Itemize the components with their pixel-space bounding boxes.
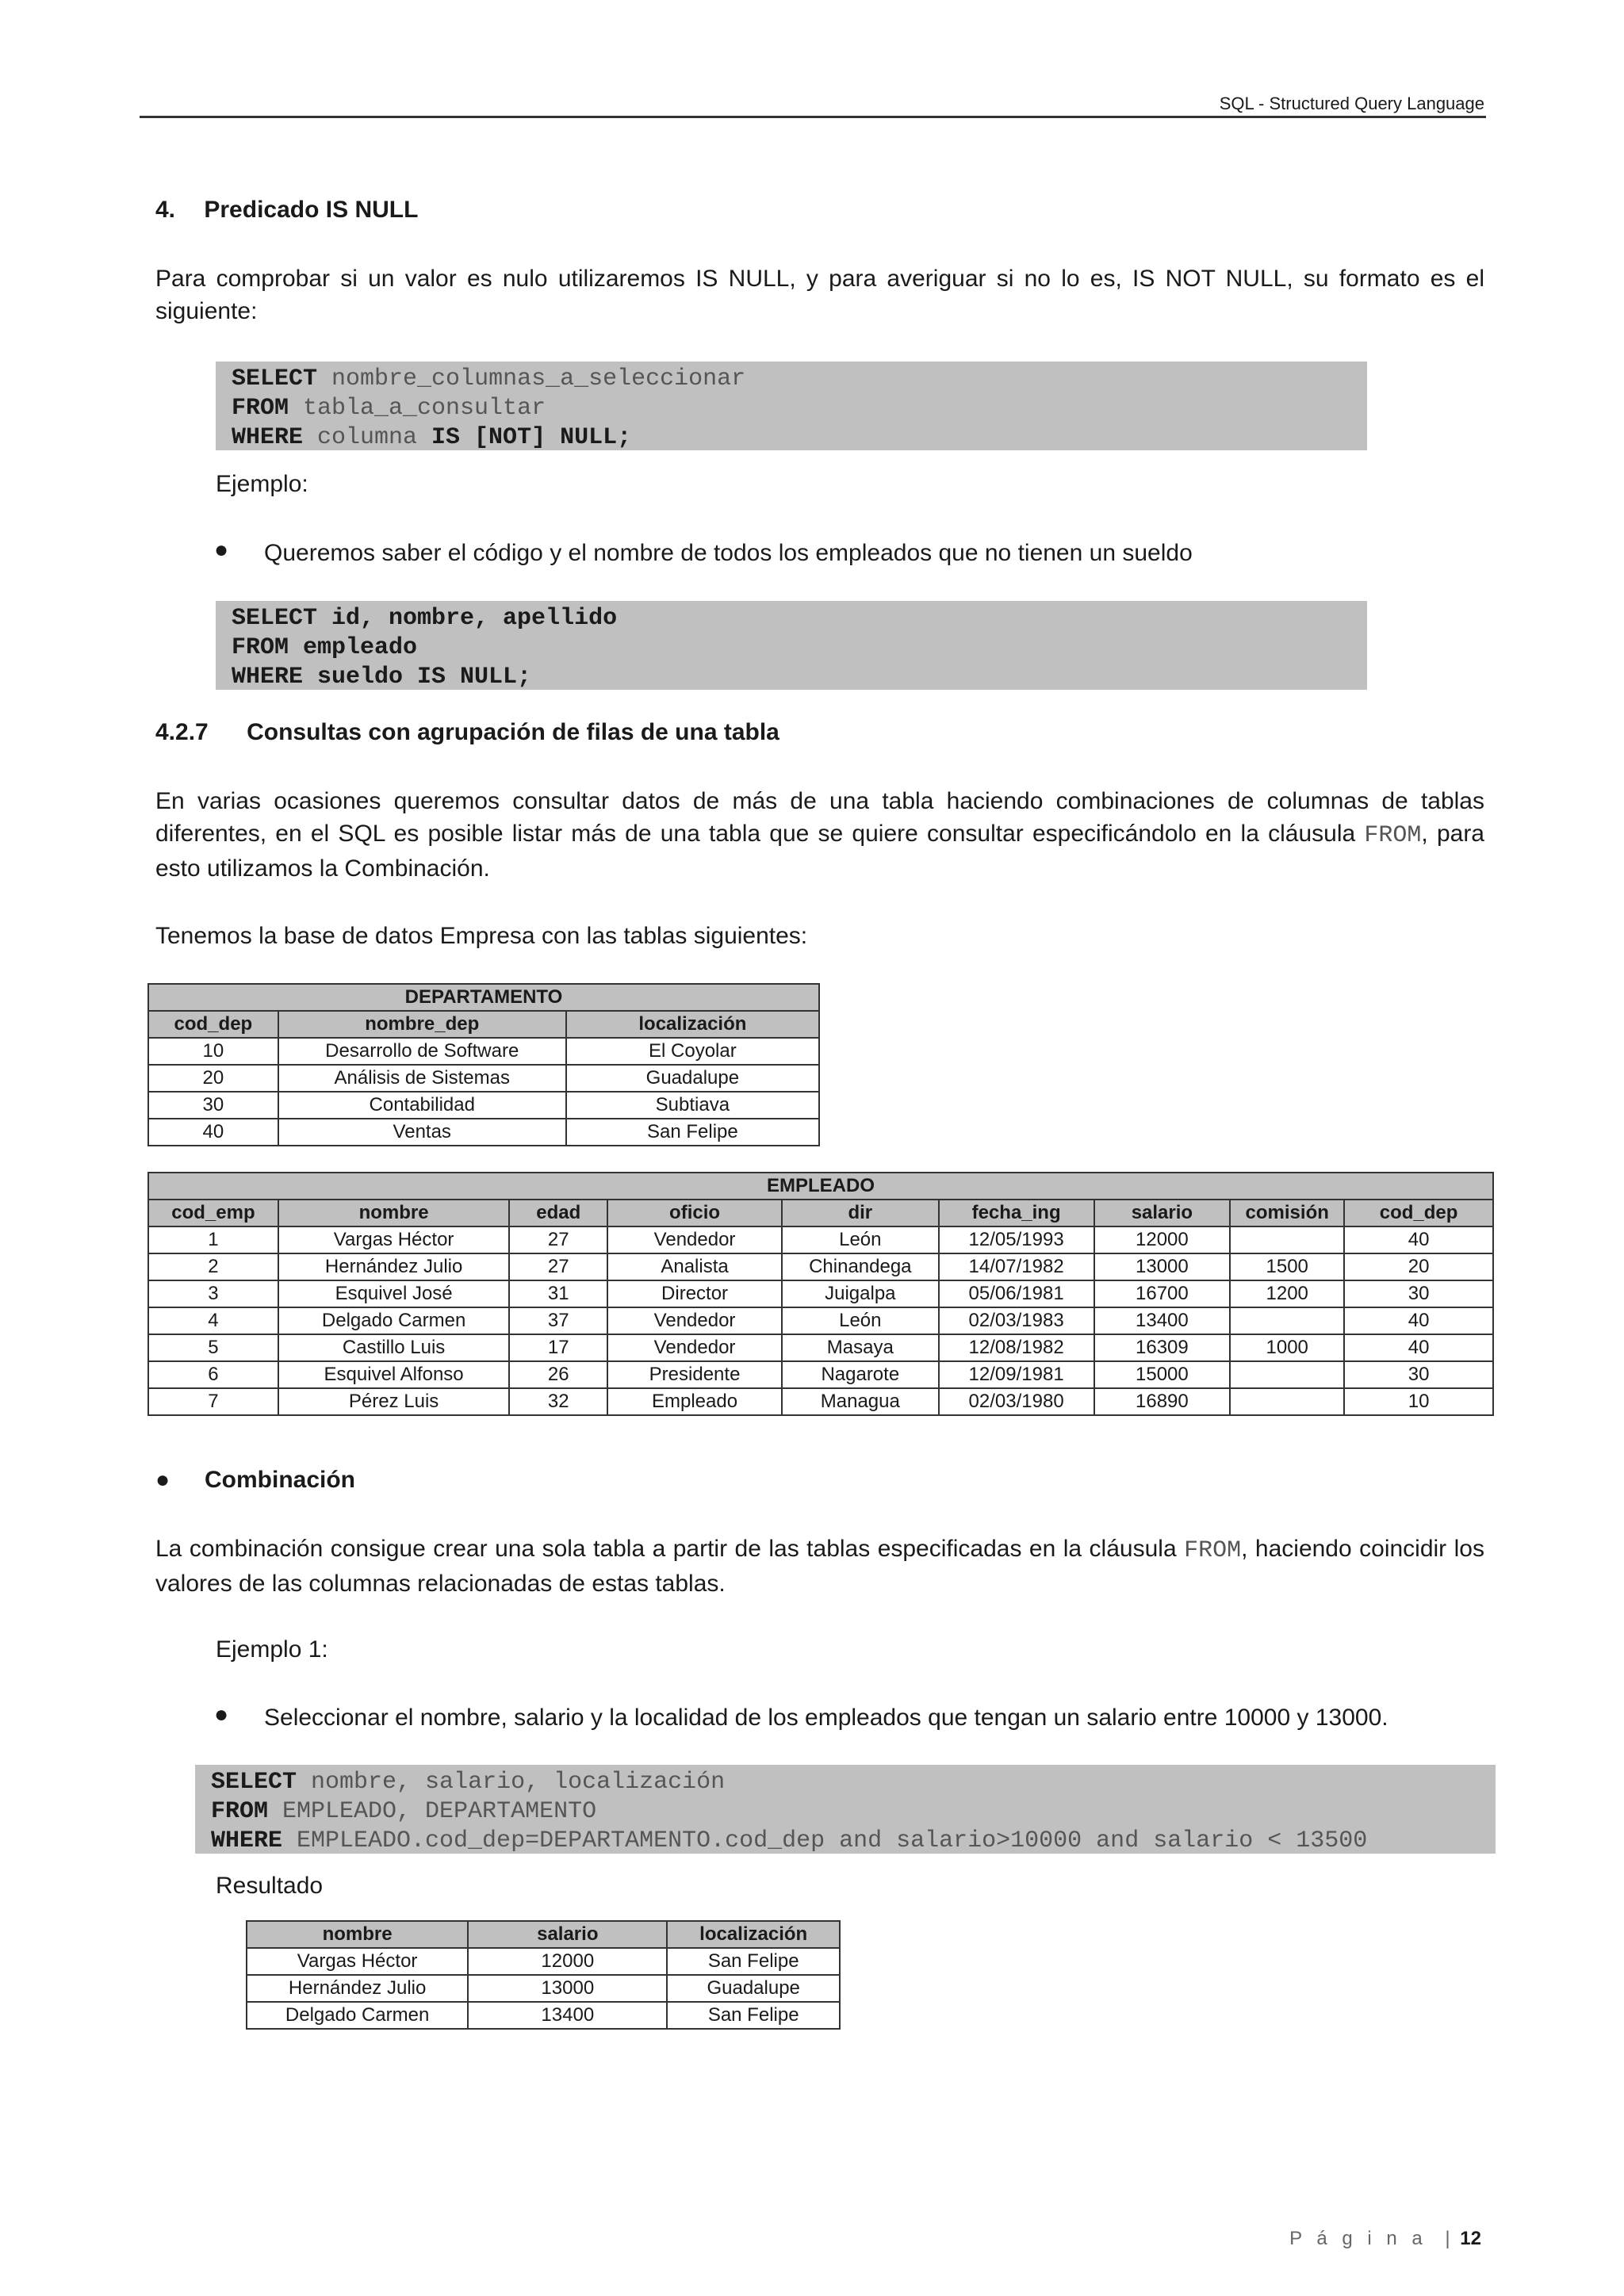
table-cell: Hernández Julio xyxy=(278,1253,510,1280)
table-cell: 20 xyxy=(148,1065,278,1092)
code-keyword: FROM xyxy=(232,395,289,422)
code-keyword: SELECT xyxy=(211,1769,297,1796)
code-text: EMPLEADO, DEPARTAMENTO xyxy=(268,1798,597,1825)
column-header: cod_emp xyxy=(148,1200,278,1226)
table-cell: 17 xyxy=(509,1334,607,1361)
section-4-heading xyxy=(155,197,418,224)
table-cell: Juigalpa xyxy=(782,1280,939,1307)
column-header: nombre_dep xyxy=(278,1011,566,1038)
code-keyword: FROM xyxy=(211,1798,269,1825)
table-cell: 27 xyxy=(509,1226,607,1253)
column-header: cod_dep xyxy=(1344,1200,1493,1226)
table-cell: 3 xyxy=(148,1280,278,1307)
column-header: salario xyxy=(468,1921,667,1948)
table-cell: 37 xyxy=(509,1307,607,1334)
table-cell: Hernández Julio xyxy=(247,1975,468,2002)
column-header: cod_dep xyxy=(148,1011,278,1038)
table-cell: 27 xyxy=(509,1253,607,1280)
departamento-table xyxy=(147,983,820,1146)
combinacion-bullet: Seleccionar el nombre, salario y la localidad de los empleados que tengan un salario entre 10000 y 13000. xyxy=(264,1705,1388,1731)
table-cell: Chinandega xyxy=(782,1253,939,1280)
table-cell: 10 xyxy=(148,1038,278,1065)
table-cell: 12000 xyxy=(468,1948,667,1975)
table-cell: 13000 xyxy=(1094,1253,1231,1280)
column-header: localización xyxy=(667,1921,840,1948)
table-row xyxy=(148,1092,819,1119)
code-text: EMPLEADO.cod_dep=DEPARTAMENTO.cod_dep and salario>10000 and salario < 13500 xyxy=(282,1827,1368,1854)
section-4-intro: Para comprobar si un valor es nulo utilizaremos IS NULL, y para averiguar si no lo es, IS NOT NULL, su formato es el siguiente: xyxy=(155,266,1484,324)
table-row xyxy=(148,1307,1493,1334)
table-cell: Masaya xyxy=(782,1334,939,1361)
table-cell: 40 xyxy=(1344,1334,1493,1361)
table-cell: 13400 xyxy=(468,2002,667,2029)
table-cell: 40 xyxy=(1344,1226,1493,1253)
table-cell: Delgado Carmen xyxy=(278,1307,510,1334)
table-cell: 16890 xyxy=(1094,1388,1231,1415)
table-cell: 5 xyxy=(148,1334,278,1361)
table-cell: 12/09/1981 xyxy=(939,1361,1094,1388)
code-text: nombre_columnas_a_seleccionar xyxy=(317,365,746,392)
table-cell: Managua xyxy=(782,1388,939,1415)
table-cell: Vargas Héctor xyxy=(278,1226,510,1253)
table-cell: 26 xyxy=(509,1361,607,1388)
table-cell: 30 xyxy=(148,1092,278,1119)
table-cell: 13400 xyxy=(1094,1307,1231,1334)
is-null-syntax-code xyxy=(216,362,1367,450)
bullet-icon: ● xyxy=(214,1701,229,1728)
table-cell: 12/08/1982 xyxy=(939,1334,1094,1361)
table-cell: 1500 xyxy=(1230,1253,1344,1280)
section-427-title: Consultas con agrupación de filas de una tabla xyxy=(247,719,779,745)
code-keyword: SELECT xyxy=(232,365,318,392)
inline-code-from: FROM xyxy=(1364,822,1422,849)
table-cell: 7 xyxy=(148,1388,278,1415)
code-text: tabla_a_consultar xyxy=(289,395,546,422)
table-row xyxy=(148,1119,819,1146)
table-row xyxy=(148,1038,819,1065)
table-cell: 12/05/1993 xyxy=(939,1226,1094,1253)
table-cell: 20 xyxy=(1344,1253,1493,1280)
table-cell xyxy=(1230,1388,1344,1415)
table-cell: 1200 xyxy=(1230,1280,1344,1307)
table-cell: El Coyolar xyxy=(566,1038,819,1065)
table-cell: 15000 xyxy=(1094,1361,1231,1388)
table-cell: Vargas Héctor xyxy=(247,1948,468,1975)
table-cell: 4 xyxy=(148,1307,278,1334)
section-4-bullet: Queremos saber el código y el nombre de todos los empleados que no tienen un sueldo xyxy=(264,540,1193,566)
table-row xyxy=(148,1280,1493,1307)
code-line: FROM empleado xyxy=(232,634,418,661)
table-cell: 16700 xyxy=(1094,1280,1231,1307)
paragraph-text: La combinación consigue crear una sola tabla a partir de las tablas especificadas en la cláusula xyxy=(155,1536,1185,1562)
table-cell: Vendedor xyxy=(607,1226,782,1253)
table-cell: Ventas xyxy=(278,1119,566,1146)
result-label: Resultado xyxy=(216,1873,324,1899)
table-cell: San Felipe xyxy=(566,1119,819,1146)
table-cell: 13000 xyxy=(468,1975,667,2002)
code-keyword: WHERE xyxy=(211,1827,283,1854)
table-title: EMPLEADO xyxy=(148,1173,1493,1200)
column-header: nombre xyxy=(247,1921,468,1948)
table-row xyxy=(148,1226,1493,1253)
section-427-number: 4.2.7 xyxy=(155,719,209,745)
page-footer xyxy=(1289,2228,1481,2250)
code-keyword: WHERE xyxy=(232,424,304,451)
page-word: P á g i n a xyxy=(1289,2228,1427,2249)
table-cell: Esquivel Alfonso xyxy=(278,1361,510,1388)
bullet-icon: ● xyxy=(155,1467,170,1493)
table-cell: 02/03/1980 xyxy=(939,1388,1094,1415)
table-cell: Analista xyxy=(607,1253,782,1280)
combinacion-paragraph xyxy=(155,1533,1484,1600)
table-cell: Castillo Luis xyxy=(278,1334,510,1361)
empleado-table xyxy=(147,1172,1494,1416)
paragraph-text: , haciendo coincidir los valores de las columnas relacionadas de estas tablas. xyxy=(155,1536,1484,1597)
table-cell: Vendedor xyxy=(607,1334,782,1361)
combinacion-example-code xyxy=(195,1765,1496,1854)
table-row xyxy=(148,1334,1493,1361)
table-cell: Análisis de Sistemas xyxy=(278,1065,566,1092)
table-cell: Subtiava xyxy=(566,1092,819,1119)
header-rule xyxy=(140,116,1486,118)
paragraph-text: , para esto utilizamos la Combinación. xyxy=(155,821,1484,882)
table-cell: Guadalupe xyxy=(667,1975,840,2002)
section-427-heading xyxy=(155,719,779,746)
table-cell: Presidente xyxy=(607,1361,782,1388)
table-cell: Pérez Luis xyxy=(278,1388,510,1415)
table-cell: León xyxy=(782,1307,939,1334)
table-cell: 05/06/1981 xyxy=(939,1280,1094,1307)
table-cell: 30 xyxy=(1344,1280,1493,1307)
table-row xyxy=(247,2002,840,2029)
table-cell: 02/03/1983 xyxy=(939,1307,1094,1334)
column-header: edad xyxy=(509,1200,607,1226)
is-null-example-code xyxy=(216,601,1367,690)
table-cell: Nagarote xyxy=(782,1361,939,1388)
column-header: fecha_ing xyxy=(939,1200,1094,1226)
page-number: 12 xyxy=(1460,2228,1481,2249)
resultado-table xyxy=(246,1920,841,2030)
code-keyword: IS [NOT] NULL; xyxy=(431,424,632,451)
table-cell: 2 xyxy=(148,1253,278,1280)
table-cell xyxy=(1230,1307,1344,1334)
table-cell: 30 xyxy=(1344,1361,1493,1388)
table-cell: 6 xyxy=(148,1361,278,1388)
bullet-icon: ● xyxy=(214,537,229,563)
code-text: nombre, salario, localización xyxy=(297,1769,726,1796)
table-cell: Desarrollo de Software xyxy=(278,1038,566,1065)
section-4-title: Predicado IS NULL xyxy=(204,197,419,223)
section-4-number: 4. xyxy=(155,197,176,223)
tables-intro: Tenemos la base de datos Empresa con las tablas siguientes: xyxy=(155,923,808,949)
table-cell: 40 xyxy=(1344,1307,1493,1334)
table-row xyxy=(148,1361,1493,1388)
section-427-paragraph xyxy=(155,785,1484,885)
code-text: columna xyxy=(303,424,432,451)
table-cell: Guadalupe xyxy=(566,1065,819,1092)
example-1-label: Ejemplo 1: xyxy=(216,1636,328,1663)
table-cell: León xyxy=(782,1226,939,1253)
table-cell: Esquivel José xyxy=(278,1280,510,1307)
table-cell: Vendedor xyxy=(607,1307,782,1334)
table-cell: Contabilidad xyxy=(278,1092,566,1119)
table-row xyxy=(148,1065,819,1092)
footer-separator: | xyxy=(1445,2228,1450,2249)
code-line: SELECT id, nombre, apellido xyxy=(232,605,618,632)
column-header: localización xyxy=(566,1011,819,1038)
column-header: comisión xyxy=(1230,1200,1344,1226)
table-cell: 10 xyxy=(1344,1388,1493,1415)
table-title: DEPARTAMENTO xyxy=(148,984,819,1011)
inline-code-from: FROM xyxy=(1184,1537,1242,1564)
column-header: salario xyxy=(1094,1200,1231,1226)
table-cell: 32 xyxy=(509,1388,607,1415)
table-cell: 16309 xyxy=(1094,1334,1231,1361)
page-header-title: SQL - Structured Query Language xyxy=(1219,94,1484,113)
table-row xyxy=(148,1253,1493,1280)
column-header: dir xyxy=(782,1200,939,1226)
table-cell: 1 xyxy=(148,1226,278,1253)
table-row xyxy=(148,1388,1493,1415)
example-label: Ejemplo: xyxy=(216,471,308,497)
table-cell: 12000 xyxy=(1094,1226,1231,1253)
code-line: WHERE sueldo IS NULL; xyxy=(232,664,532,691)
combinacion-heading: Combinación xyxy=(205,1467,356,1493)
column-header: nombre xyxy=(278,1200,510,1226)
table-row xyxy=(247,1975,840,2002)
table-cell: 40 xyxy=(148,1119,278,1146)
paragraph-text: En varias ocasiones queremos consultar datos de más de una tabla haciendo combinaciones de columnas de tablas diferentes, en el SQL es posible listar más de una tabla que se quiere consultar especificándolo en la cláusula xyxy=(155,788,1484,847)
table-cell: San Felipe xyxy=(667,1948,840,1975)
table-cell xyxy=(1230,1226,1344,1253)
column-header: oficio xyxy=(607,1200,782,1226)
table-cell: San Felipe xyxy=(667,2002,840,2029)
table-cell xyxy=(1230,1361,1344,1388)
table-cell: Empleado xyxy=(607,1388,782,1415)
table-cell: 14/07/1982 xyxy=(939,1253,1094,1280)
table-cell: 31 xyxy=(509,1280,607,1307)
table-cell: 1000 xyxy=(1230,1334,1344,1361)
table-cell: Delgado Carmen xyxy=(247,2002,468,2029)
table-row xyxy=(247,1948,840,1975)
table-cell: Director xyxy=(607,1280,782,1307)
